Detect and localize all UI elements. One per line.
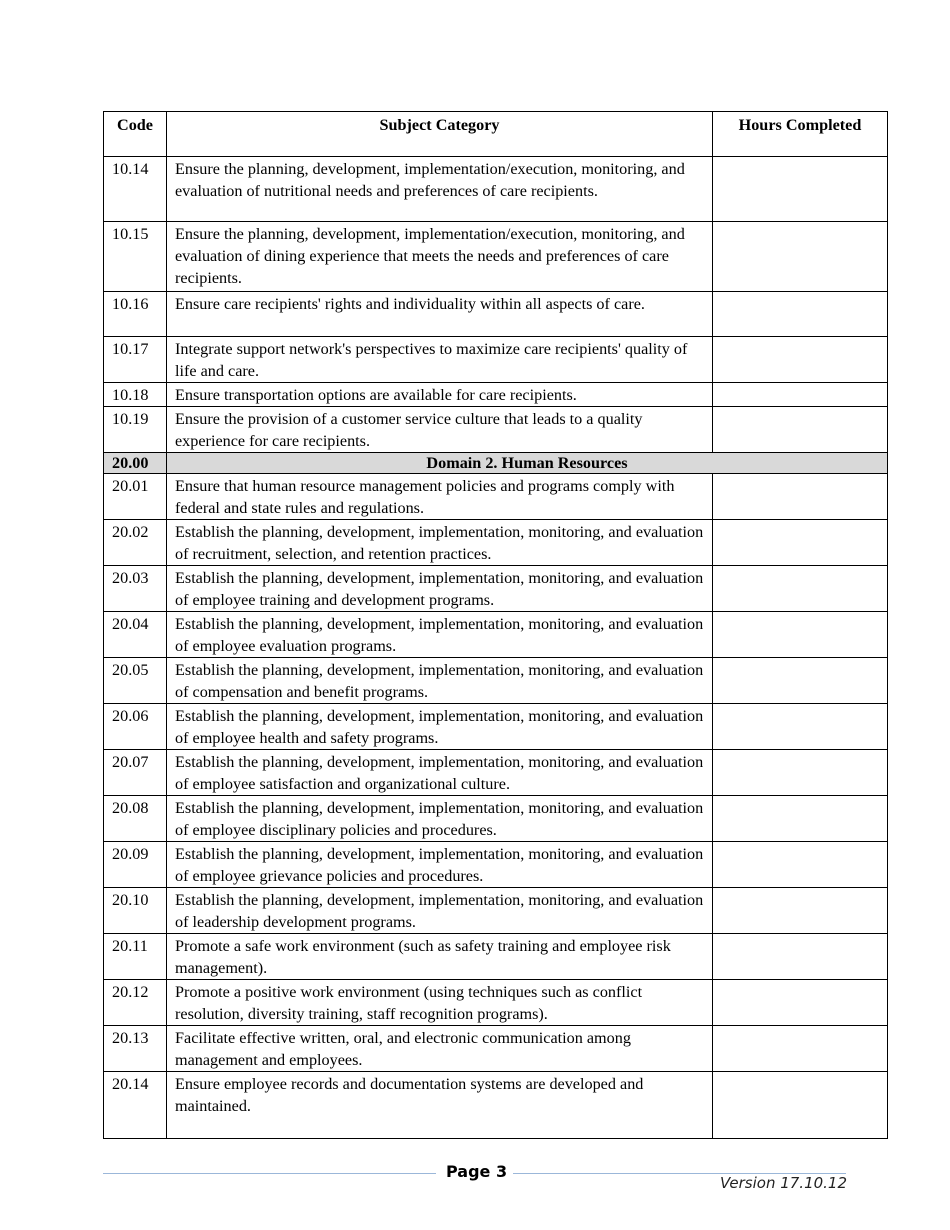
hours-completed-cell[interactable] [713,1026,888,1072]
hours-completed-cell[interactable] [713,658,888,704]
page-footer [0,1158,950,1198]
table-row [104,1026,888,1072]
row-code: 20.06 [104,704,167,750]
row-code: 20.09 [104,842,167,888]
row-subject: Promote a safe work environment (such as safety training and employee risk management). [167,934,713,980]
row-subject: Integrate support network's perspectives to maximize care recipients' quality of life and care. [167,337,713,383]
row-subject: Ensure that human resource management policies and programs comply with federal and state rules and regulations. [167,474,713,520]
hours-completed-cell[interactable] [713,980,888,1026]
table-row [104,934,888,980]
hours-completed-cell[interactable] [713,157,888,222]
hours-completed-cell[interactable] [713,566,888,612]
hours-completed-cell[interactable] [713,1072,888,1139]
domain-code: 20.00 [104,453,167,474]
row-code: 20.05 [104,658,167,704]
table-row [104,222,888,292]
table-row [104,157,888,222]
table-row [104,407,888,453]
row-code: 20.13 [104,1026,167,1072]
row-subject: Establish the planning, development, implementation, monitoring, and evaluation of compensation and benefit programs. [167,658,713,704]
row-subject: Establish the planning, development, implementation, monitoring, and evaluation of recruitment, selection, and retention practices. [167,520,713,566]
row-code: 10.17 [104,337,167,383]
hours-completed-cell[interactable] [713,888,888,934]
hours-completed-cell[interactable] [713,520,888,566]
hours-completed-cell[interactable] [713,842,888,888]
table-row [104,842,888,888]
page-number: Page 3 [446,1162,508,1181]
competency-table [103,111,888,1139]
row-code: 20.04 [104,612,167,658]
hours-completed-cell[interactable] [713,750,888,796]
table-row [104,704,888,750]
header-code: Code [104,112,167,157]
row-code: 20.14 [104,1072,167,1139]
hours-completed-cell[interactable] [713,612,888,658]
row-code: 20.10 [104,888,167,934]
row-code: 10.15 [104,222,167,292]
table-row [104,337,888,383]
row-code: 10.18 [104,383,167,407]
row-code: 20.08 [104,796,167,842]
row-code: 10.19 [104,407,167,453]
row-subject: Ensure the planning, development, implementation/execution, monitoring, and evaluation of nutritional needs and preferences of care recipients. [167,157,713,222]
table-row [104,566,888,612]
domain-title: Domain 2. Human Resources [167,453,888,474]
row-subject: Establish the planning, development, implementation, monitoring, and evaluation of employee health and safety programs. [167,704,713,750]
row-subject: Facilitate effective written, oral, and electronic communication among management and employees. [167,1026,713,1072]
row-subject: Ensure transportation options are available for care recipients. [167,383,713,407]
row-code: 20.01 [104,474,167,520]
hours-completed-cell[interactable] [713,222,888,292]
hours-completed-cell[interactable] [713,407,888,453]
row-subject: Establish the planning, development, implementation, monitoring, and evaluation of employee grievance policies and procedures. [167,842,713,888]
row-subject: Establish the planning, development, implementation, monitoring, and evaluation of leadership development programs. [167,888,713,934]
table-row [104,980,888,1026]
row-code: 20.02 [104,520,167,566]
row-subject: Ensure care recipients' rights and individuality within all aspects of care. [167,292,713,337]
row-code: 20.07 [104,750,167,796]
hours-completed-cell[interactable] [713,796,888,842]
row-subject: Establish the planning, development, implementation, monitoring, and evaluation of employee evaluation programs. [167,612,713,658]
table-row [104,383,888,407]
table-row [104,520,888,566]
table-row [104,750,888,796]
table-body [104,157,888,1139]
header-subject-category: Subject Category [167,112,713,157]
row-code: 20.03 [104,566,167,612]
table-header-row [104,112,888,157]
footer-rule-left [103,1173,436,1174]
row-subject: Ensure the planning, development, implementation/execution, monitoring, and evaluation of dining experience that meets the needs and preferences of care recipients. [167,222,713,292]
row-subject: Ensure the provision of a customer service culture that leads to a quality experience for care recipients. [167,407,713,453]
hours-completed-cell[interactable] [713,337,888,383]
row-subject: Promote a positive work environment (using techniques such as conflict resolution, diversity training, staff recognition programs). [167,980,713,1026]
row-subject: Establish the planning, development, implementation, monitoring, and evaluation of employee training and development programs. [167,566,713,612]
row-code: 20.12 [104,980,167,1026]
row-subject: Establish the planning, development, implementation, monitoring, and evaluation of employee disciplinary policies and procedures. [167,796,713,842]
hours-completed-cell[interactable] [713,474,888,520]
version-label: Version 17.10.12 [720,1174,848,1192]
table-row [104,658,888,704]
table-row [104,888,888,934]
row-subject: Ensure employee records and documentation systems are developed and maintained. [167,1072,713,1139]
row-subject: Establish the planning, development, implementation, monitoring, and evaluation of employee satisfaction and organizational culture. [167,750,713,796]
row-code: 20.11 [104,934,167,980]
domain-row [104,453,888,474]
table-row [104,474,888,520]
table-row [104,796,888,842]
row-code: 10.16 [104,292,167,337]
hours-completed-cell[interactable] [713,292,888,337]
table-row [104,612,888,658]
table-row [104,292,888,337]
row-code: 10.14 [104,157,167,222]
hours-completed-cell[interactable] [713,383,888,407]
hours-completed-cell[interactable] [713,704,888,750]
hours-completed-cell[interactable] [713,934,888,980]
header-hours-completed: Hours Completed [713,112,888,157]
table-row [104,1072,888,1139]
